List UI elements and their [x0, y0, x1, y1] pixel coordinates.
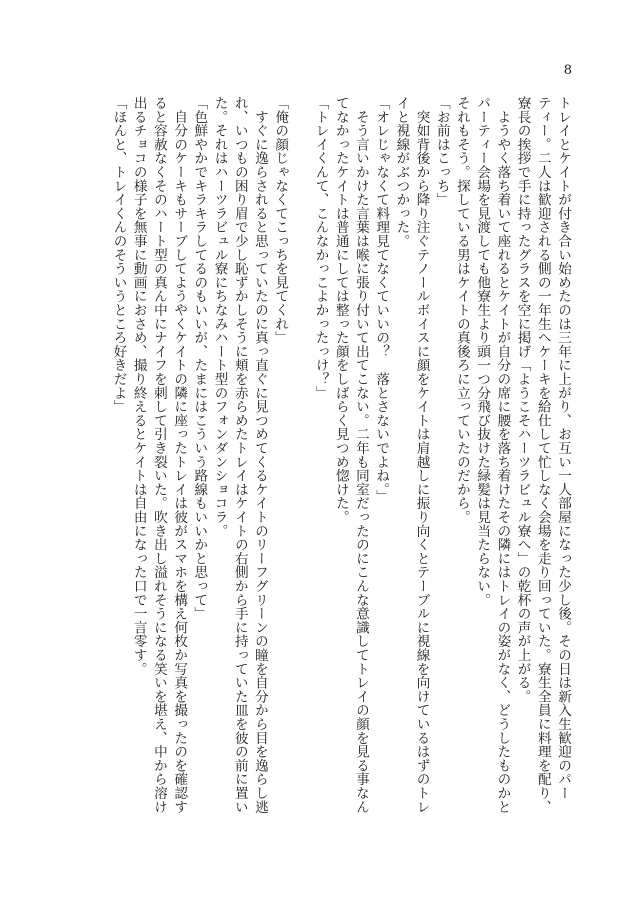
page-number: 8: [563, 63, 572, 78]
text-line: 「色鮮やかでキラキラしてるのもいいが、たまにはこういう路線もいいかと思って」: [191, 96, 208, 621]
text-line: れ、いつもの困り眉で少し恥ずかしそうに頬を赤らめたトレイはケイトの右側から手に持っていた皿を彼の前に置い: [231, 96, 248, 814]
text-line: ようやく落ち着いて座れるとケイトが自分の席に腰を落ち着けたその隣にはトレイの姿がなく、どうしたものかと: [494, 96, 511, 814]
text-line: すぐに逸らされると思っていたのに真っ直ぐに見つめてくるケイトのリーフグリーンの瞳を自分から目を逸らし逃: [251, 96, 268, 814]
text-line: 出るチョコの様子を無事に動画におさめ、撮り終えるとケイトは自由になった口で一言零す。: [130, 96, 147, 676]
text-line: た。それはハーツラビュル寮にちなみハート型のフォンダンショコラ。: [211, 96, 228, 538]
text-line: 「トレイくんて、こんなかっこよかったっけ？」: [312, 96, 329, 400]
text-line: 「お前はこっち」: [433, 96, 450, 207]
text-line: 自分のケーキもサーブしてようやくケイトの隣に座ったトレイは彼がスマホを構え何枚か写真を撮ったのを確認す: [171, 96, 188, 814]
text-line: ティー。二人は歓迎される側の一年生へケーキを給仕して忙しなく会場を走り回っていた。寮生全員に料理を配り、: [534, 96, 551, 814]
blank-line: [290, 96, 310, 838]
text-line: イと視線がぶつかった。: [393, 96, 410, 248]
text-line: 「オレじゃなくて料理見てなくていいの？ 落とさないでよね。」: [373, 96, 390, 504]
text-line: 「ほんと、トレイくんのそういうところ好きだよ」: [110, 96, 127, 414]
text-line: 「俺の顔じゃなくてこっちを見てくれ」: [272, 96, 289, 345]
text-line: トレイとケイトが付き合い始めたのは三年に上がり、お互い一人部屋になった少し後。その日は新入生歓迎のパー: [555, 96, 571, 800]
vertical-text-body: [108, 96, 573, 838]
text-line: てなかったケイトは普通にしては整った顔をしばらく見つめ惚けた。: [332, 96, 349, 524]
text-line: 寮長の挨拶で手に持ったグラスを空に掲げ「ようこそハーツラビュル寮へ」の乾杯の声が上がる。: [514, 96, 531, 704]
text-line: それもそう。探している男はケイトの真後ろに立っていたのだから。: [453, 96, 470, 524]
text-line: ると容赦なくそのハート型の真ん中にナイフを刺して引き裂いた。吹き出し溢れそうになる笑いを堪え、中から溶け: [150, 96, 167, 814]
text-line: 突如背後から降り注ぐテノールボイスに顔をケイトは肩越しに振り向くとテーブルに視線を向けているはずのトレ: [413, 96, 430, 814]
text-line: そう言いかけた言葉は喉に張り付いて出てこない。二年も同室だったのにこんな意識してトレイの顔を見る事なん: [352, 96, 369, 814]
text-line: パーティー会場を見渡しても他寮生より頭一つ分飛び抜けた緑髪は見当たらない。: [474, 96, 491, 607]
